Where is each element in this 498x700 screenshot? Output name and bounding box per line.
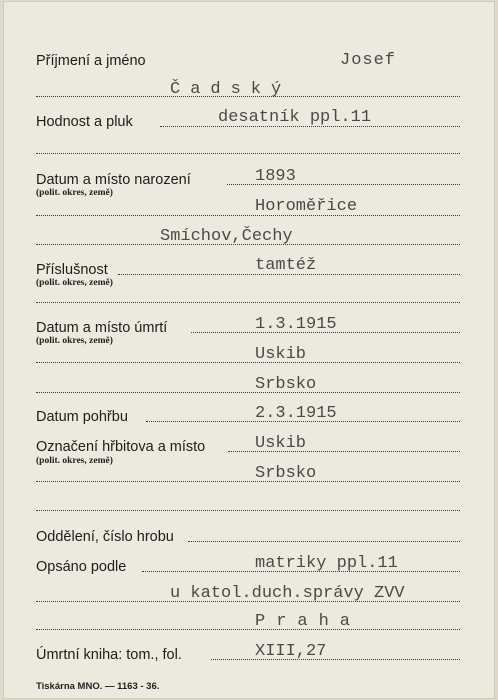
deathbook-label: Úmrtní kniha: tom., fol. xyxy=(36,647,182,663)
name-label: Příjmení a jméno xyxy=(36,53,146,69)
cemetery-sublabel: (polit. okres, země) xyxy=(36,456,113,466)
birth-line-3 xyxy=(36,244,460,245)
domicile-value: tamtéž xyxy=(255,256,317,275)
cemetery-label: Označení hřbitova a místo xyxy=(36,439,206,455)
death-sublabel: (polit. okres, země) xyxy=(36,336,113,346)
death-line-3 xyxy=(36,392,460,393)
cemetery-line-3 xyxy=(36,510,460,511)
source-value-2: u katol.duch.správy ZVV xyxy=(170,584,405,603)
burial-label: Datum pohřbu xyxy=(36,409,128,425)
record-card xyxy=(4,2,494,698)
copied-line xyxy=(142,571,460,572)
birth-place-value: Horoměřice xyxy=(255,197,358,216)
printer-imprint: Tiskárna MNO. — 1163 - 36. xyxy=(36,681,160,692)
name-line xyxy=(36,96,460,97)
death-label: Datum a místo úmrtí xyxy=(36,320,168,336)
death-country-value: Srbsko xyxy=(255,375,317,394)
deathbook-value: XIII,27 xyxy=(255,642,327,661)
copied-line-3 xyxy=(36,629,460,630)
rank-value: desatník ppl.11 xyxy=(218,108,372,127)
cemetery-country-value: Srbsko xyxy=(255,464,317,483)
copied-line-2 xyxy=(36,601,460,602)
birth-line xyxy=(227,184,460,185)
cemetery-line xyxy=(228,451,460,452)
rank-line-2 xyxy=(36,153,460,154)
first-name-value: Josef xyxy=(340,51,397,70)
cemetery-place-value: Uskib xyxy=(255,434,307,453)
source-value-1: matriky ppl.11 xyxy=(255,554,398,573)
surname-value: Čadský xyxy=(170,80,292,99)
death-line xyxy=(191,332,460,333)
domicile-line xyxy=(118,274,460,275)
birth-sublabel: (polit. okres, země) xyxy=(36,188,113,198)
birth-label: Datum a místo narození xyxy=(36,172,191,188)
grave-line xyxy=(188,541,460,542)
birth-district-value: Smíchov,Čechy xyxy=(160,227,293,246)
death-date-value: 1.3.1915 xyxy=(255,315,337,334)
birth-line-2 xyxy=(36,215,460,216)
domicile-sublabel: (polit. okres, země) xyxy=(36,278,113,288)
burial-line xyxy=(146,421,460,422)
domicile-label: Příslušnost xyxy=(36,262,108,278)
domicile-line-2 xyxy=(36,302,460,303)
rank-label: Hodnost a pluk xyxy=(36,114,133,130)
rank-line xyxy=(160,126,460,127)
birth-year-value: 1893 xyxy=(255,167,296,186)
source-value-3: Praha xyxy=(255,612,362,631)
cemetery-line-2 xyxy=(36,481,460,482)
deathbook-line xyxy=(211,659,460,660)
death-place-value: Uskib xyxy=(255,345,307,364)
copied-label: Opsáno podle xyxy=(36,559,127,575)
grave-label: Oddělení, číslo hrobu xyxy=(36,529,174,545)
burial-date-value: 2.3.1915 xyxy=(255,404,337,423)
death-line-2 xyxy=(36,362,460,363)
